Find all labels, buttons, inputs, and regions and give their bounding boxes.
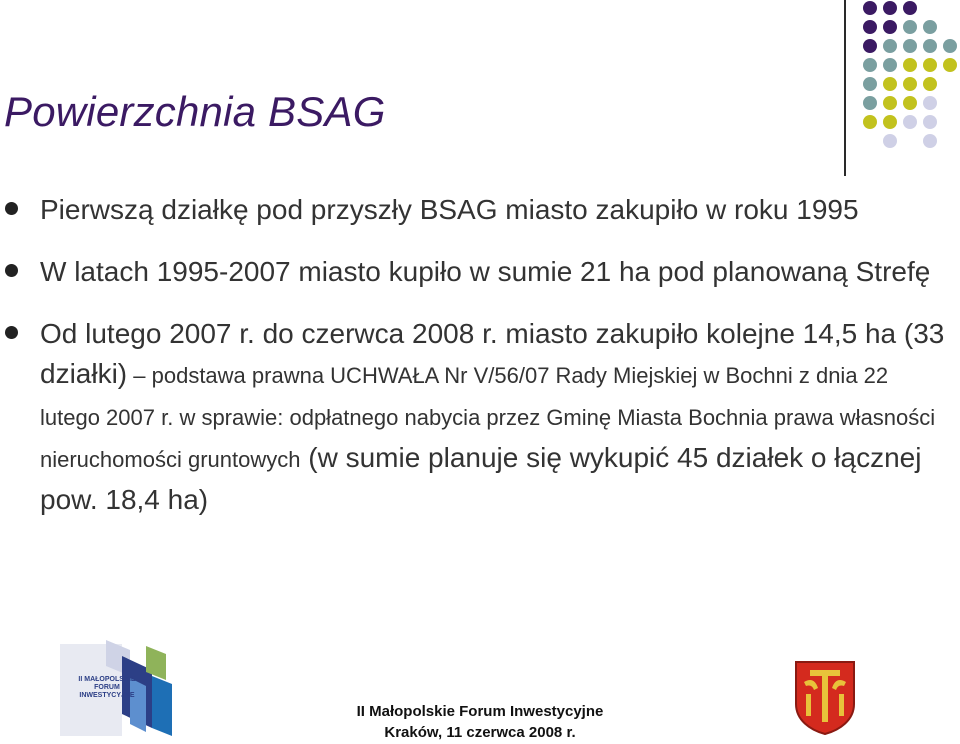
bullet-dash: – [127, 363, 152, 388]
bullet-item-first-purchase [0, 190, 960, 230]
footer-date: Kraków, 11 czerwca 2008 r. [384, 724, 576, 741]
bullet-item-total-purchase [0, 252, 960, 292]
bullet-text: Pierwszą działkę pod przyszły BSAG miasto zakupiło w roku 1995 [40, 194, 859, 225]
bullet-text-tail: (w sumie planuje się wykupić 45 działek o łącznej pow. 18,4 ha) [40, 442, 922, 515]
bullet-text-legal-basis: podstawa prawna UCHWAŁA Nr V/56/07 Rady Miejskiej w Bochni z dnia 22 lutego 2007 r. w sprawie: odpłatnego nabycia przez Gminę Miasta Bochnia prawa własności nieruchomości gruntowych [40, 363, 936, 472]
vertical-divider [844, 0, 846, 176]
dot-grid-icon [860, 0, 960, 160]
bullet-text: W latach 1995-2007 miasto kupiło w sumie 21 ha pod planowaną Strefę [40, 256, 931, 287]
coat-of-arms-icon [794, 660, 856, 736]
bullet-text-main: Od lutego 2007 r. do czerwca 2008 r. miasto zakupiło kolejne 14,5 ha (33 działki) [40, 318, 945, 389]
mfi-logo-text: II MAŁOPOLSKIE FORUM INWESTYCYJNE [78, 676, 136, 699]
bullet-list [0, 190, 960, 542]
bullet-dot-icon [5, 264, 18, 277]
bullet-dot-icon [5, 326, 18, 339]
footer-event-name: II Małopolskie Forum Inwestycyjne [356, 703, 604, 720]
bullet-dot-icon [5, 202, 18, 215]
slide-title: Powierzchnia BSAG [4, 88, 386, 135]
bullet-item-recent-purchase [0, 314, 960, 520]
